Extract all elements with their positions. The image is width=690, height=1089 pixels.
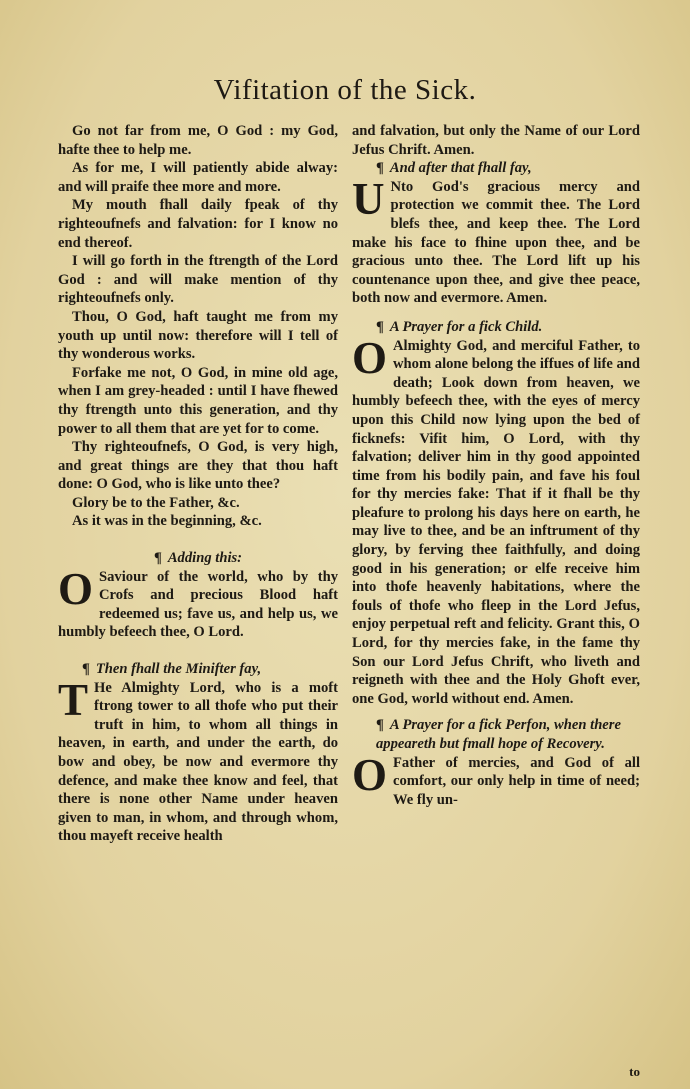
verse: Thou, O God, haft taught me from my youth up until now: therefore will I tell of thy wonderous works. [58,308,338,363]
drop-cap: U [352,173,385,224]
prayer: T He Almighty Lord, who is a moft ftrong tower to all thofe who put their truft in him, to whom all things in heaven, in earth, and under the earth, do bow and obey, be now and evermore thy defence, and make thee know and feel, that there is none other Name under heaven given to man, in whom, and through whom, thou mayeft receive health [58,674,338,845]
verse: Glory be to the Father, &c. [72,494,240,511]
rubric: ¶ A Prayer for a fick Child. [376,318,543,335]
prayer: O Saviour of the world, who by thy Crofs and precious Blood haft redeemed us; fave us, and help us, we humbly befeech thee, O Lord. [58,563,338,641]
rubric: ¶ Adding this: [153,550,243,567]
verse: Go not far from me, O God : my God, hafte thee to help me. [58,123,338,158]
rubric: ¶ Then fhall the Minifter fay, [82,661,262,678]
drop-cap: O [352,332,388,383]
right-column [352,122,640,809]
verse: Thy righteoufnefs, O God, is very high, and great things are they that thou haft done: O God, who is like unto thee? [58,439,338,493]
verse: I will go forth in the ftrength of the Lord God : and will make mention of thy righteoufnefs only. [58,253,338,307]
left-column [58,122,338,846]
drop-cap: T [58,674,89,725]
pilcrow-icon: ¶ [376,318,384,335]
verse: My mouth fhall daily fpeak of thy righteoufnefs and falvation: for I know no end thereof. [58,197,338,251]
pilcrow-icon: ¶ [376,717,384,734]
drop-cap: O [352,749,388,800]
verse: As it was in the beginning, &c. [72,513,262,530]
page-title: Vifitation of the Sick. [213,74,477,106]
prayer-continued: and falvation, but only the Name of our Lord Jefus Chrift. Amen. [352,123,640,158]
rubric: ¶ And after that fhall fay, [376,160,532,177]
verse: Forfake me not, O God, in mine old age, when I am grey-headed : until I have fhewed thy ftrength unto this generation, and thy power to all them that are yet for to come. [58,364,338,437]
catchword: to [629,1064,640,1079]
prayer: O Father of mercies, and God of all comfort, our only help in time of need; We fly un- [352,749,640,808]
verse: As for me, I will patiently abide alway: and will praife thee more and more. [58,160,338,195]
blessing: U Nto God's gracious mercy and protection we commit thee. The Lord blefs thee, and keep thee. The Lord make his face to fhine upon thee, and be gracious unto thee. The Lord lift up his countenance upon thee, and give thee peace, both now and evermore. Amen. [352,173,640,307]
pilcrow-icon: ¶ [376,160,384,177]
drop-cap: O [58,563,94,614]
prayer: O Almighty God, and merciful Father, to whom alone belong the iffues of life and death; Look down from heaven, we humbly befeech thee, with the eyes of mercy upon this Child now lying upon the bed of ficknefs: Vifit him, O Lord, with thy falvation; deliver him in thy good appointed time from his bodily pain, and fave his foul for thy mercies fake: That if it fhall be thy pleafure to prolong his days here on earth, he may live to thee, and be an inftrument of thy glory, by ferving thee faithfully, and doing good in his generation; or elfe receive him into thofe heavenly habitations, where the fouls of thofe who fleep in the Lord Jefus, enjoy perpetual reft and felicity. Grant this, O Lord, for thy mercies fake, in the fame thy Son our Lord Jefus Chrift, who liveth and reigneth with thee and the Holy Ghoft ever, one God, world without end. Amen. [352,332,640,707]
rubric: ¶ A Prayer for a fick Perfon, when there appeareth but fmall hope of Recovery. [376,717,621,752]
pilcrow-icon: ¶ [82,661,90,678]
pilcrow-icon: ¶ [153,550,162,567]
